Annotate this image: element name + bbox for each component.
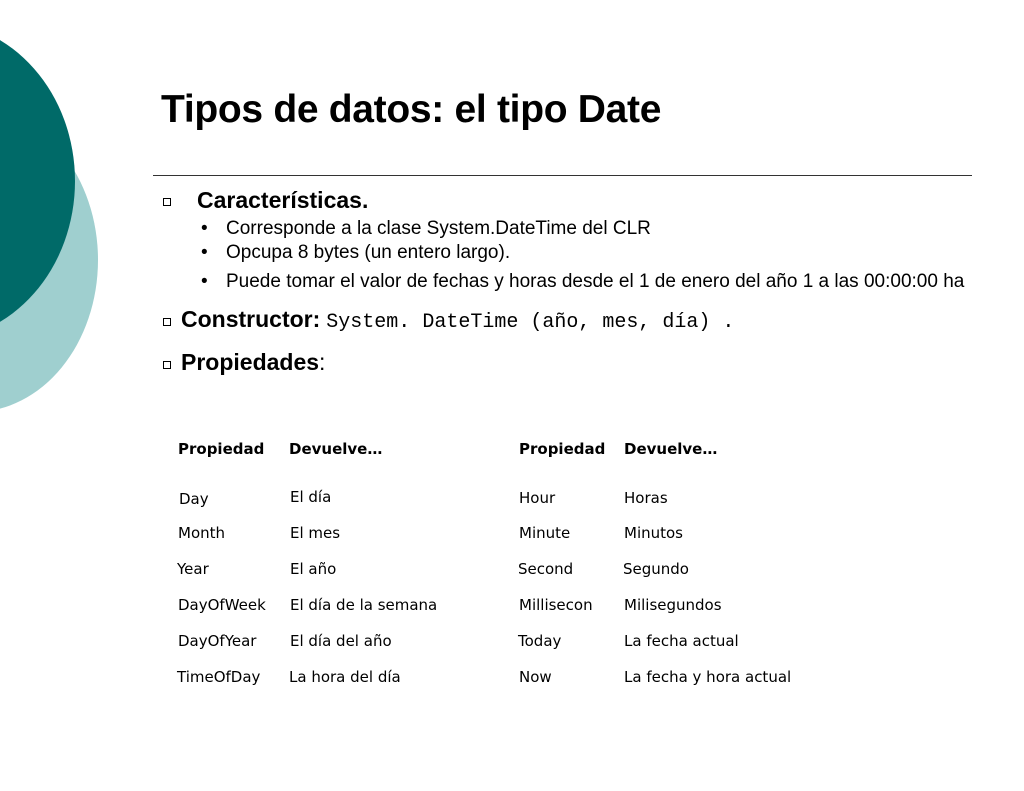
table-cell: Month	[178, 524, 226, 542]
table-header-devuelve: Devuelve…	[289, 440, 383, 458]
table-cell: La hora del día	[289, 668, 401, 686]
square-bullet-icon	[163, 318, 171, 326]
table-cell: DayOfWeek	[178, 596, 266, 614]
table-header-propiedad: Propiedad	[178, 440, 265, 458]
table-cell: Now	[519, 668, 552, 686]
dot-bullet-icon: •	[201, 218, 208, 239]
dot-bullet-icon: •	[201, 242, 208, 263]
table-cell: Minute	[519, 524, 571, 542]
table-cell: La fecha actual	[624, 632, 739, 650]
table-header-propiedad-2: Propiedad	[519, 440, 606, 458]
table-cell: Horas	[624, 489, 668, 507]
constructor-code: System. DateTime (año, mes, día) .	[326, 311, 735, 334]
table-cell: Segundo	[623, 560, 689, 578]
table-cell: Millisecon	[519, 596, 593, 614]
table-cell: El mes	[290, 524, 341, 542]
table-cell: TimeOfDay	[177, 668, 261, 686]
bullet-item: Corresponde a la clase System.DateTime del CLR	[226, 218, 651, 239]
dot-bullet-icon: •	[201, 271, 208, 292]
bullet-item: Puede tomar el valor de fechas y horas desde el 1 de enero del año 1 a las 00:00:00 ha	[226, 271, 965, 292]
propiedades-colon: :	[319, 349, 326, 375]
table-header-devuelve-2: Devuelve…	[624, 440, 718, 458]
table-cell: DayOfYear	[178, 632, 257, 650]
square-bullet-icon	[163, 198, 171, 206]
table-cell: Year	[177, 560, 209, 578]
propiedades-line	[181, 349, 325, 376]
constructor-line	[181, 306, 734, 334]
caracteristicas-heading: Características.	[197, 187, 369, 213]
title-divider	[153, 175, 972, 176]
square-bullet-icon	[163, 361, 171, 369]
table-cell: Second	[518, 560, 574, 578]
slide-title: Tipos de datos: el tipo Date	[161, 88, 662, 131]
table-cell: El año	[290, 560, 337, 578]
constructor-colon: :	[312, 306, 321, 332]
table-cell: El día	[290, 488, 332, 506]
table-cell: Day	[179, 490, 209, 508]
bullet-item: Opcupa 8 bytes (un entero largo).	[226, 242, 511, 263]
table-cell: Hour	[519, 489, 556, 507]
table-cell: La fecha y hora actual	[624, 668, 792, 686]
table-cell: Milisegundos	[624, 596, 722, 614]
table-cell: El día de la semana	[290, 596, 438, 614]
table-cell: El día del año	[290, 632, 392, 650]
table-cell: Minutos	[624, 524, 683, 542]
table-cell: Today	[518, 632, 562, 650]
constructor-label: Constructor	[181, 306, 313, 332]
propiedades-label: Propiedades	[181, 349, 320, 375]
